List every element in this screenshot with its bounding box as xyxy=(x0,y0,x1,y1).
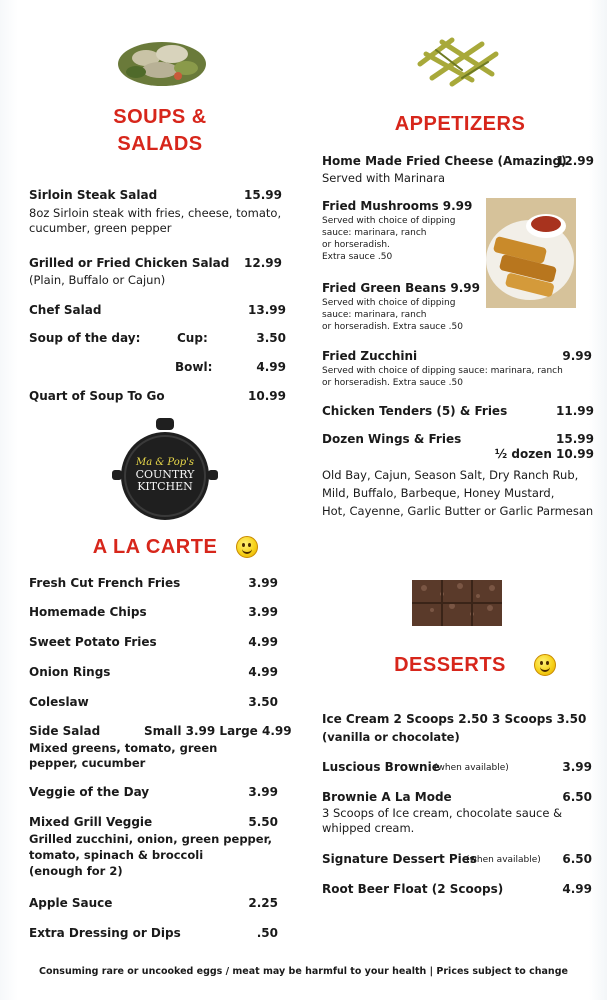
fried-zucchini-price: 9.99 xyxy=(562,349,592,363)
country-kitchen-logo xyxy=(112,418,218,522)
salad-photo xyxy=(116,32,208,92)
fried-cheese-price: 12.99 xyxy=(556,154,594,168)
luscious-brownie-price: 3.99 xyxy=(562,760,592,774)
heading-appetizers: APPETIZERS xyxy=(394,113,526,135)
chips-name: Homemade Chips xyxy=(29,605,147,619)
half-dozen-wings-price: ½ dozen 10.99 xyxy=(494,447,594,461)
fried-zucchini-name: Fried Zucchini xyxy=(322,349,418,363)
sirloin-price: 15.99 xyxy=(244,188,282,202)
fries-name: Fresh Cut French Fries xyxy=(29,576,181,590)
side-salad-desc-1: Mixed greens, tomato, green xyxy=(29,741,218,755)
fried-mushrooms-desc-3: or horseradish. xyxy=(322,240,390,250)
dessert-pies-note: (when available) xyxy=(466,855,541,865)
smiley-icon xyxy=(534,654,556,676)
luscious-brownie-name: Luscious Brownie xyxy=(322,760,440,774)
heading-a-la-carte: A LA CARTE xyxy=(92,536,218,558)
quart-soup-price: 10.99 xyxy=(248,389,286,403)
fried-mushrooms-desc-4: Extra sauce .50 xyxy=(322,252,393,262)
onion-rings-name: Onion Rings xyxy=(29,665,111,679)
sweet-potato-name: Sweet Potato Fries xyxy=(29,635,157,649)
green-beans-desc-3: or horseradish. Extra sauce .50 xyxy=(322,322,463,332)
fried-green-beans-name: Fried Green Beans 9.99 xyxy=(322,281,480,295)
extra-dressing-name: Extra Dressing or Dips xyxy=(29,926,181,940)
wing-flavors-2: Mild, Buffalo, Barbeque, Honey Mustard, xyxy=(322,486,555,500)
brownie-a-la-mode-name: Brownie A La Mode xyxy=(322,790,452,804)
sweet-potato-price: 4.99 xyxy=(248,635,278,649)
wing-flavors-3: Hot, Cayenne, Garlic Butter or Garlic Parmesan xyxy=(322,504,594,518)
svg-text:Ma & Pop's: Ma & Pop's xyxy=(135,457,195,468)
apple-sauce-name: Apple Sauce xyxy=(29,896,113,910)
chef-salad-name: Chef Salad xyxy=(29,303,102,317)
bowl-label: Bowl: xyxy=(175,360,213,374)
cup-label: Cup: xyxy=(177,331,208,345)
side-salad-desc-2: pepper, cucumber xyxy=(29,756,146,770)
dessert-pies-name: Signature Dessert Pies xyxy=(322,852,478,866)
wing-flavors-1: Old Bay, Cajun, Season Salt, Dry Ranch Rub, xyxy=(322,468,579,482)
onion-rings-price: 4.99 xyxy=(248,665,278,679)
heading-desserts: DESSERTS xyxy=(394,654,506,676)
side-salad-name: Side Salad xyxy=(29,724,101,738)
side-salad-prices: Small 3.99 Large 4.99 xyxy=(144,724,292,738)
svg-text:COUNTRY: COUNTRY xyxy=(135,468,195,481)
chef-salad-price: 13.99 xyxy=(248,303,286,317)
footer-disclaimer: Consuming rare or uncooked eggs / meat may be harmful to your health | Prices subject to change xyxy=(39,966,568,977)
brownie-a-la-mode-price: 6.50 xyxy=(562,790,592,804)
coleslaw-name: Coleslaw xyxy=(29,695,89,709)
brownie-a-la-mode-desc-2: whipped cream. xyxy=(322,821,415,835)
chicken-salad-price: 12.99 xyxy=(244,256,282,270)
chicken-salad-name: Grilled or Fried Chicken Salad xyxy=(29,256,230,270)
root-beer-float-name: Root Beer Float (2 Scoops) xyxy=(322,882,504,896)
sirloin-desc-2: cucumber, green pepper xyxy=(29,221,172,235)
veggie-day-price: 3.99 xyxy=(248,785,278,799)
green-beans-desc-1: Served with choice of dipping xyxy=(322,298,456,308)
brownie-a-la-mode-desc-1: 3 Scoops of Ice cream, chocolate sauce & xyxy=(322,806,563,820)
fried-cheese-desc: Served with Marinara xyxy=(322,171,445,185)
chicken-tenders-name: Chicken Tenders (5) & Fries xyxy=(322,404,508,418)
chips-price: 3.99 xyxy=(248,605,278,619)
extra-dressing-price: .50 xyxy=(256,926,278,940)
fried-mushrooms-desc-1: Served with choice of dipping xyxy=(322,216,456,226)
fried-mushrooms-photo xyxy=(486,198,576,308)
mixed-grill-price: 5.50 xyxy=(248,815,278,829)
mixed-grill-name: Mixed Grill Veggie xyxy=(29,815,153,829)
dessert-pies-price: 6.50 xyxy=(562,852,592,866)
fried-mushrooms-name: Fried Mushrooms 9.99 xyxy=(322,199,473,213)
ice-cream-name: Ice Cream 2 Scoops 2.50 3 Scoops 3.50 xyxy=(322,712,587,726)
mixed-grill-desc-1: Grilled zucchini, onion, green pepper, xyxy=(29,832,272,846)
bowl-price: 4.99 xyxy=(256,360,286,374)
veggie-day-name: Veggie of the Day xyxy=(29,785,150,799)
quart-soup-name: Quart of Soup To Go xyxy=(29,389,165,403)
heading-salads: SALADS xyxy=(117,133,203,155)
soup-of-day: Soup of the day: xyxy=(29,331,141,345)
dozen-wings-name: Dozen Wings & Fries xyxy=(322,432,462,446)
fried-mushrooms-desc-2: sauce: marinara, ranch xyxy=(322,228,427,238)
green-beans-desc-2: sauce: marinara, ranch xyxy=(322,310,427,320)
luscious-brownie-note: (when available) xyxy=(434,763,509,773)
fried-cheese-name: Home Made Fried Cheese (Amazing) xyxy=(322,154,567,168)
root-beer-float-price: 4.99 xyxy=(562,882,592,896)
zucchini-desc-2: or horseradish. Extra sauce .50 xyxy=(322,378,463,388)
ice-cream-desc: (vanilla or chocolate) xyxy=(322,730,460,744)
chicken-salad-desc: (Plain, Buffalo or Cajun) xyxy=(29,273,166,287)
sirloin-desc-1: 8oz Sirloin steak with fries, cheese, tomato, xyxy=(29,206,282,220)
coleslaw-price: 3.50 xyxy=(248,695,278,709)
smiley-icon xyxy=(236,536,258,558)
brownie-photo xyxy=(412,574,504,632)
dozen-wings-price: 15.99 xyxy=(556,432,594,446)
mixed-grill-desc-2: tomato, spinach & broccoli xyxy=(29,848,204,862)
mixed-grill-desc-3: (enough for 2) xyxy=(29,864,123,878)
green-beans-photo xyxy=(412,34,504,92)
cup-price: 3.50 xyxy=(256,331,286,345)
svg-text:KITCHEN: KITCHEN xyxy=(137,480,193,493)
zucchini-desc-1: Served with choice of dipping sauce: marinara, ranch xyxy=(322,366,563,376)
fries-price: 3.99 xyxy=(248,576,278,590)
sirloin-name: Sirloin Steak Salad xyxy=(29,188,158,202)
apple-sauce-price: 2.25 xyxy=(248,896,278,910)
heading-soups: SOUPS & xyxy=(113,106,207,128)
chicken-tenders-price: 11.99 xyxy=(556,404,594,418)
